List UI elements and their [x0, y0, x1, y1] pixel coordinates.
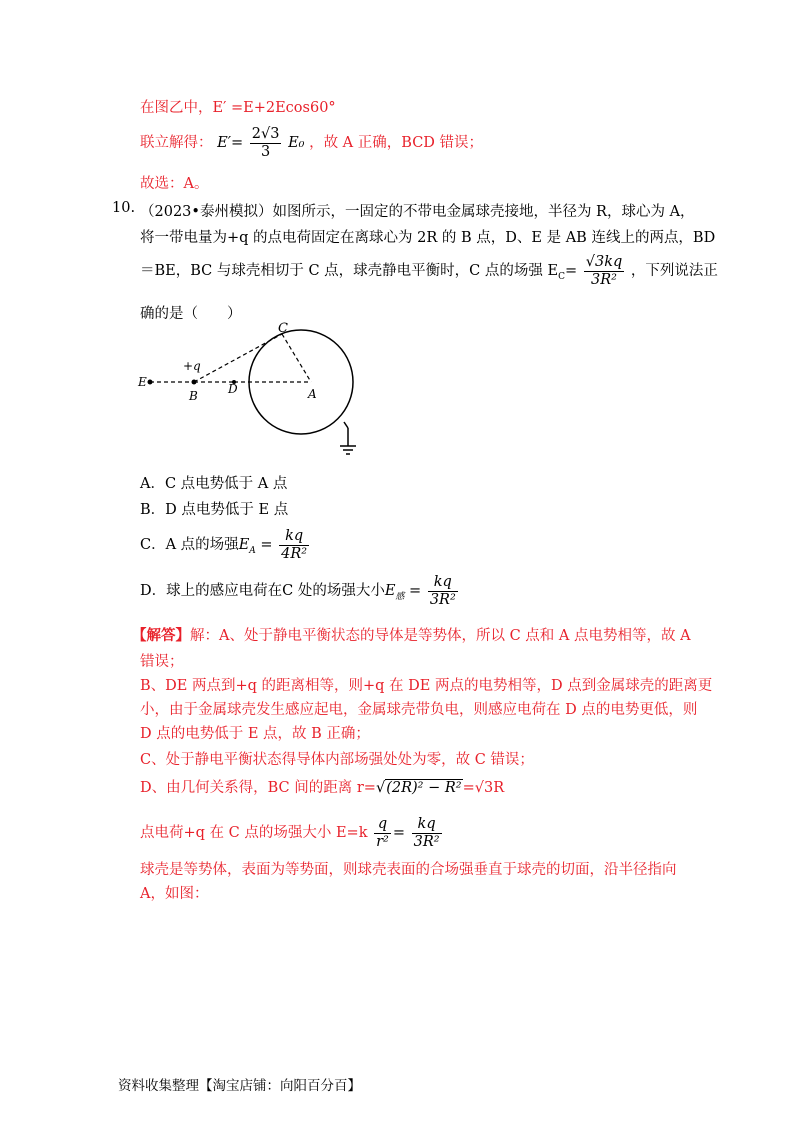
option-d-fraction — [428, 574, 458, 608]
option-d: D．球上的感应电荷在C 处的场强大小$E_感$ = $\frac{kq}{\text{3R²}}$ — [140, 574, 456, 608]
label-a: A — [308, 387, 317, 401]
answer-tag: 【解答】 — [132, 627, 190, 644]
option-d-sub: 感 — [395, 592, 405, 603]
option-d-numerator: kq — [428, 574, 458, 592]
option-a: A．C 点电势低于 A 点 — [140, 476, 288, 492]
label-e: E — [138, 375, 147, 389]
question-line-1: （2023•泰州模拟）如图所示，一固定的不带电金属球壳接地，半径为 R，球心为 A， — [140, 204, 695, 220]
answer-e-fraction-1 — [374, 816, 391, 850]
option-c-numerator: kq — [279, 528, 309, 546]
answer-a-line-1 — [132, 624, 691, 645]
ground-wire — [344, 422, 348, 428]
solution-line-2-prefix: 联立解得： — [140, 135, 213, 152]
eq-e-prime: E′= — [217, 135, 244, 152]
answer-d-line-1: D、由几何关系得，BC 间的距离 r=√(2R)² − R²=√3R — [140, 780, 505, 796]
answer-e-line-1: 点电荷+q 在 C 点的场强大小 E=k $\frac{q}{\text{r²}}$ = $\frac{kq}{\text{3R²}}$ — [140, 816, 440, 850]
label-d: D — [228, 382, 238, 396]
answer-b-line-1: B、DE 两点到+q 的距离相等，则+q 在 DE 两点的电势相等，D 点到金属球壳的距离更 — [140, 678, 713, 694]
option-c-denominator: 4R² — [281, 545, 308, 562]
label-b: B — [189, 389, 198, 403]
answer-e-num-2: kq — [412, 816, 442, 834]
option-c-lhs: E — [238, 537, 250, 554]
answer-a-text-1: 解：A、处于静电平衡状态的导体是等势体，所以 C 点和 A 点电势相等，故 A — [190, 628, 691, 644]
sphere-figure — [136, 322, 366, 468]
ec-equals: = — [564, 263, 578, 280]
answer-e-fraction-2 — [412, 816, 442, 850]
option-c: C．A 点的场强$E_A$ = $\frac{kq}{\text{4R²}}$ — [140, 528, 308, 562]
answer-f-line-2: A，如图： — [140, 886, 209, 902]
answer-d-radicand: (2R)² − R² — [386, 780, 462, 796]
answer-b-line-2: 小，由于金属球壳发生感应起电，金属球壳带负电，则感应电荷在 D 点的电势更低，则 — [140, 702, 698, 718]
question-line-2: 将一带电量为+q 的点电荷固定在离球心为 2R 的 B 点，D、E 是 AB 连线上的两点，BD — [140, 230, 716, 246]
eq-e0: E₀ — [288, 135, 305, 152]
line-bc — [194, 334, 282, 382]
answer-f-line-1: 球壳是等势体，表面为等势面，则球壳表面的合场强垂直于球壳的切面，沿半径指向 — [140, 862, 677, 878]
option-c-sub: A — [249, 546, 256, 557]
question-line-3-prefix: ＝BE，BC 与球壳相切于 C 点，球壳静电平衡时，C 点的场强 E — [140, 263, 559, 280]
question-number: 10. — [112, 200, 136, 216]
line-ca — [282, 334, 311, 382]
footer-text: 资料收集整理【淘宝店铺：向阳百分百】 — [118, 1078, 361, 1094]
point-e — [148, 380, 153, 385]
option-b: B．D 点电势低于 E 点 — [140, 502, 289, 518]
eq-numerator: 2√3 — [251, 126, 280, 142]
label-q: +q — [183, 359, 201, 373]
answer-d-prefix: D、由几何关系得，BC 间的距离 r= — [140, 780, 376, 796]
option-d-lhs: E — [384, 583, 396, 600]
answer-a-line-2: 错误； — [140, 654, 184, 670]
option-d-denominator: 3R² — [429, 591, 456, 608]
answer-e-den-1: r² — [376, 833, 389, 850]
eq-denominator: 3 — [260, 143, 271, 160]
eq-fraction — [250, 126, 282, 160]
solution-line-3: 故选：A。 — [140, 176, 209, 192]
answer-c-line-1: C、处于静电平衡状态得导体内部场强处处为零，故 C 错误； — [140, 752, 534, 768]
answer-b-line-3: D 点的电势低于 E 点，故 B 正确； — [140, 726, 370, 742]
answer-e-prefix: 点电荷+q 在 C 点的场强大小 E=k — [140, 825, 368, 842]
answer-d-suffix: =√3R — [462, 780, 505, 796]
question-line-4: 确的是（ ） — [140, 306, 242, 322]
solution-line-1: 在图乙中，E′ =E+2Ecos60° — [140, 100, 336, 116]
option-c-prefix: C．A 点的场强 — [140, 537, 239, 554]
question-line-3-suffix: ，下列说法正 — [630, 263, 718, 280]
option-d-prefix: D．球上的感应电荷在C 处的场强大小 — [140, 583, 385, 600]
solution-line-2 — [140, 126, 483, 160]
ec-subscript: C — [558, 272, 565, 283]
answer-e-num-1: q — [374, 816, 391, 834]
ec-denominator: 3R² — [591, 271, 617, 288]
solution-line-2-suffix: ，故 A 正确，BCD 错误； — [309, 135, 484, 152]
label-c: C — [278, 322, 288, 336]
option-c-fraction — [279, 528, 309, 562]
ec-fraction — [584, 254, 625, 288]
ec-numerator: √3kq — [585, 254, 623, 270]
point-b — [192, 380, 197, 385]
answer-e-den-2: 3R² — [413, 833, 440, 850]
question-line-3 — [140, 254, 718, 288]
